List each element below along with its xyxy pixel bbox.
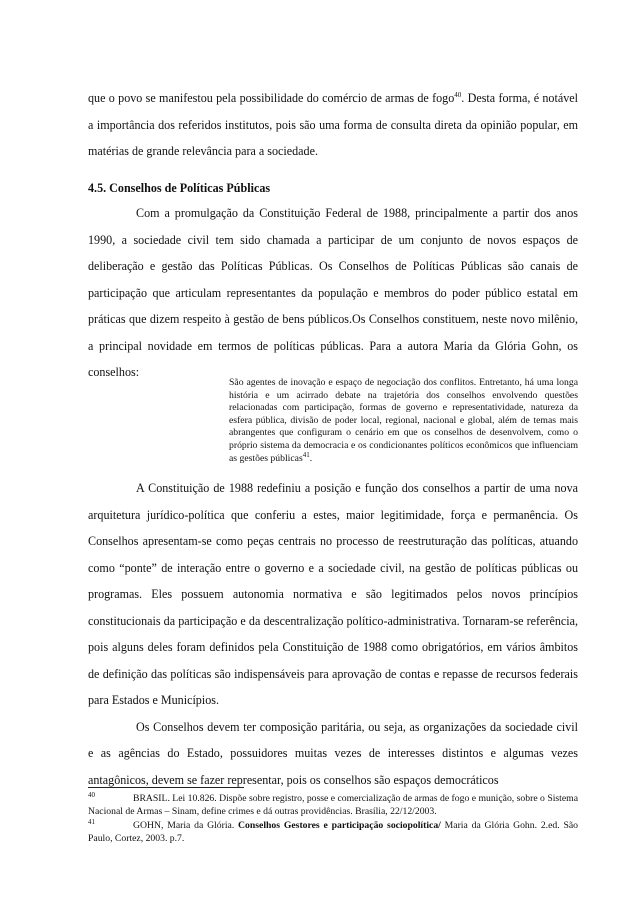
body-paragraph-3: Os Conselhos devem ter composição paritária, ou seja, as organizações da sociedade civil e as agências do Estado, possuidores muitas vezes de interesses distintos e algumas vezes antagônicos, devem se fazer representar, pois os conselhos são espaços democráticos [88,719,578,787]
footnote-41 [88,819,578,845]
footnote-ref-40[interactable]: 40 [454,90,462,99]
continuation-paragraph [88,85,578,165]
footnote-ref-41[interactable]: 41 [302,450,310,459]
footnote-number: 40 [88,790,95,799]
footnote-text: BRASIL. Lei 10.826. Dispõe sobre registro, posse e comercialização de armas de fogo e munição, sobre o Sistema Nacional de Armas – Sinam, define crimes e dá outras providências. Brasília, 22/12/2003. [88,793,578,817]
block-quote-text: São agentes de inovação e espaço de negociação dos conflitos. Entretanto, há uma longa história e um acirrado debate na trajetória dos conselhos envolvendo questões relacionadas com participação, formas de governo e representatividade, natureza da esfera pública, divisão de poder local, regional, nacional e global, além de temas mais abrangentes que configuram o cenário em que os conselhos de desenvolvem, como o próprio sistema da democracia e os condicionantes políticos econômicos que influenciam as gestões públicas [229,377,578,464]
footnote-text-before: GOHN, Maria da Glória. [133,820,239,831]
block-quote-end: . [309,452,313,464]
footnote-40 [88,792,578,818]
footnote-separator [88,787,244,788]
section-paragraph-1: Com a promulgação da Constituição Federal de 1988, principalmente a partir dos anos 1990, a sociedade civil tem sido chamada a participar de um conjunto de novos espaços de deliberação e gestão das Políticas Públicas. Os Conselhos de Políticas Públicas são canais de participação que articulam representantes da população e membros do poder público estatal em práticas que dizem respeito à gestão de bens públicos.Os Conselhos constituem, neste novo milênio, a principal novidade em termos de políticas públicas. Para a autora Maria da Glória Gohn, os conselhos: [88,206,578,379]
continuation-text-before-ref: que o povo se manifestou pela possibilidade do comércio de armas de fogo [88,91,455,105]
footnote-number: 41 [88,817,95,826]
section-heading: 4.5. Conselhos de Políticas Públicas [88,181,271,195]
footnote-title-bold: Conselhos Gestores e participação sociopolítica/ [238,820,441,831]
footnote-text-after: Maria da Glória Gohn. 2.ed. São Paulo, Cortez, 2003. p.7. [88,820,578,844]
block-quote [229,377,578,465]
continuation-text-after-ref: . Desta forma, é notável a importância dos referidos institutos, pois são uma forma de consulta direta da opinião popular, em matérias de grande relevância para a sociedade. [88,91,578,158]
body-paragraph-2: A Constituição de 1988 redefiniu a posição e função dos conselhos a partir de uma nova arquitetura jurídico-política que conferiu a estes, maior legitimidade, força e permanência. Os Conselhos apresentam-se como peças centrais no processo de reestruturação das políticas, atuando como “ponte” de interação entre o governo e a sociedade civil, na gestão de políticas públicas ou programas. Eles possuem autonomia normativa e são legitimados pelos novos princípios constitucionais da participação e da descentralização político-administrativa. Tornaram-se referência, pois alguns deles foram definidos pela Constituição de 1988 como obrigatórios, em vários âmbitos de definição das políticas são indispensáveis para aprovação de contas e repasse de recursos federais para Estados e Municípios. [88,481,578,707]
body-section [88,475,578,793]
